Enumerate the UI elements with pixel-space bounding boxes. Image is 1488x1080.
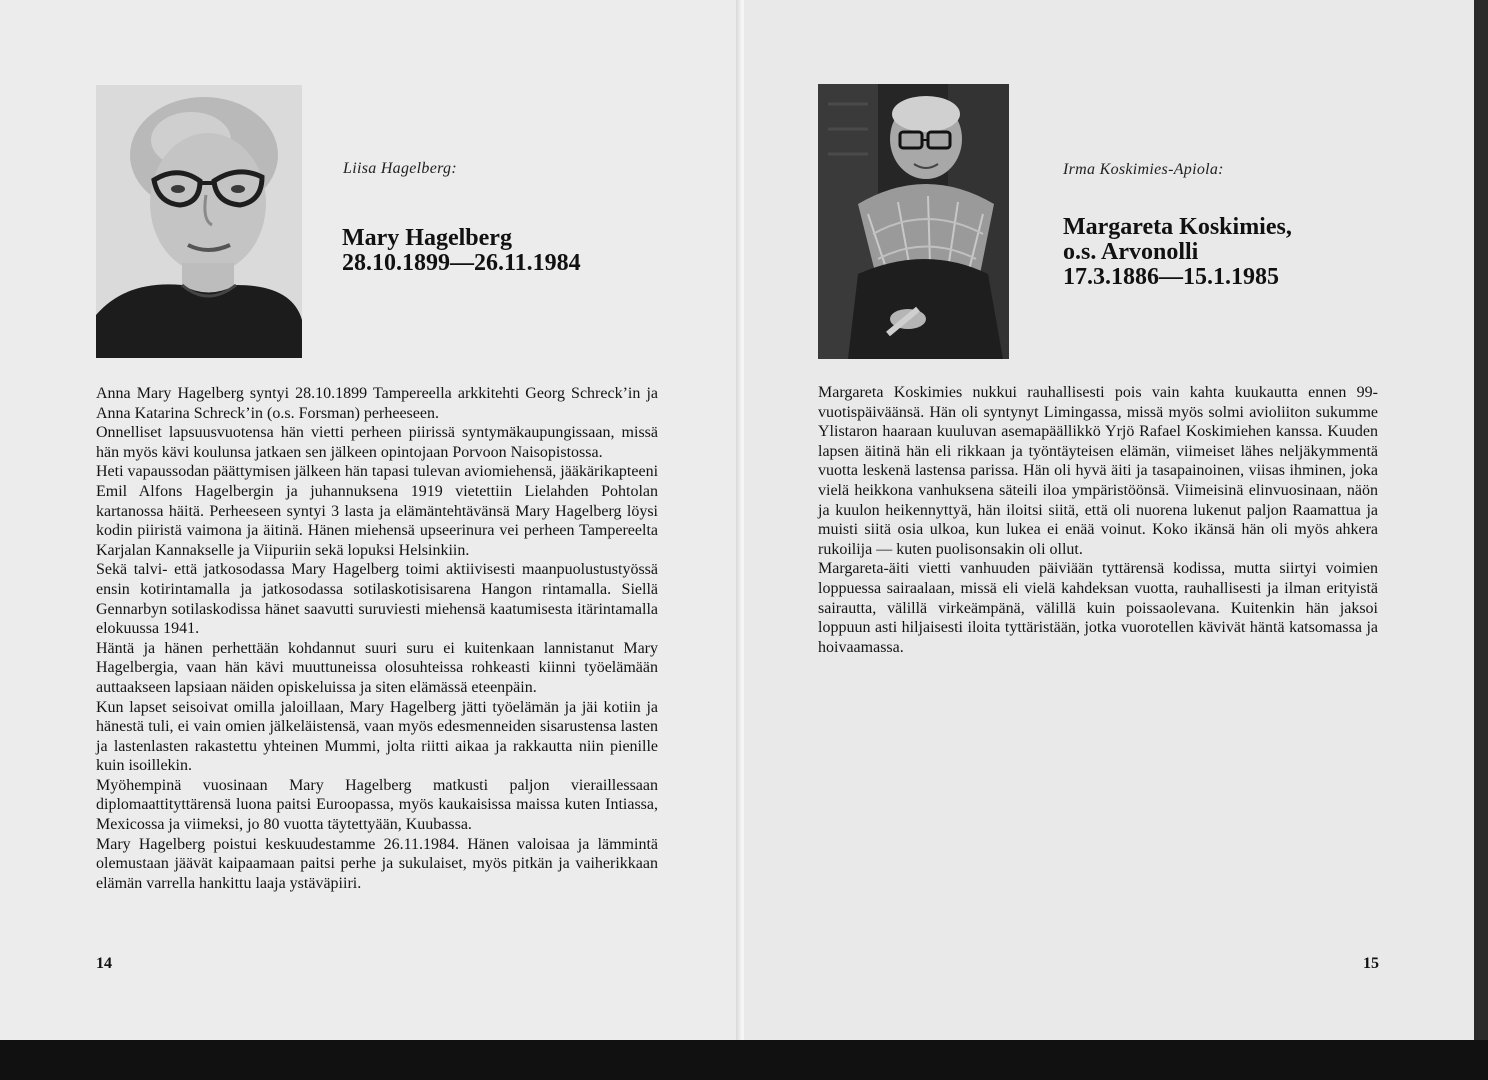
scanner-border bbox=[0, 1040, 1488, 1080]
title-line-maiden-name: o.s. Arvonolli bbox=[1063, 239, 1199, 265]
title-line-dates: 28.10.1899—26.11.1984 bbox=[342, 250, 581, 276]
author-byline: Liisa Hagelberg: bbox=[343, 160, 457, 177]
title-line-name: Margareta Koskimies, bbox=[1063, 214, 1292, 240]
paragraph: Anna Mary Hagelberg syntyi 28.10.1899 Tampereella arkkitehti Georg Schreck’in ja Anna Katarina Schreck’in (o.s. Forsman) perheeseen. bbox=[96, 385, 658, 422]
article-title bbox=[1063, 215, 1292, 290]
portrait-photo-margareta-koskimies bbox=[818, 84, 1009, 359]
author-byline: Irma Koskimies-Apiola: bbox=[1063, 161, 1224, 178]
paragraph: Sekä talvi- että jatkosodassa Mary Hagelberg toimi aktiivisesti maanpuolustustyössä ensin kotirintamalla ja jatkosodassa sotilaskotisisarena Hangon rintamalla. Siellä Gennarbyn sotilaskodissa hänet saavutti suruviesti miehensä kaatumisesta itärintamalla elokuussa 1941. bbox=[96, 561, 658, 638]
paragraph: Onnelliset lapsuusvuotensa hän vietti perheen piirissä syntymäkaupungissaan, missä hän myös kävi koulunsa jatkaen sen jälkeen opintojaan Porvoon Naisopistossa. bbox=[96, 424, 658, 461]
paragraph: Heti vapaussodan päättymisen jälkeen hän tapasi tulevan aviomiehensä, jääkärikapteeni Emil Alfons Hagelbergin ja juhannuksena 1919 vietettiin Lielahden Pohtolan kartanossa häitä. Perheeseen syntyi 3 lasta ja elämäntehtävänsä Mary Hagelberg löysi kodin piiristä vaimona ja äitinä. Hänen miehensä upseerinura vei perheen Tampereelta Karjalan Kannakselle ja Viipuriin sekä lopuksi Helsinkiin. bbox=[96, 463, 659, 559]
portrait-image bbox=[818, 84, 1009, 359]
portrait-photo-mary-hagelberg bbox=[96, 85, 302, 358]
article-body bbox=[96, 384, 658, 893]
left-page bbox=[0, 0, 742, 1040]
paragraph: Mary Hagelberg poistui keskuudestamme 26.11.1984. Hänen valoisaa ja lämmintä olemustaan jäävät kaipaamaan paitsi perhe ja sukulaiset, myös pitkän ja vaiherikkaan elämän varrella hankittu laaja ystäväpiiri. bbox=[96, 835, 658, 892]
page-number: 14 bbox=[96, 955, 112, 972]
paragraph: Margareta Koskimies nukkui rauhallisesti pois vain kahta kuukautta ennen 99-vuotispäiväänsä. Hän oli syntynyt Limingassa, missä myös solmi avioliiton sukumme Ylistaron haaraan kuuluvan asemapäällikkö Yrjö Rafael Koskimiehen kanssa. Kuuden lapsen äitinä hän eli rikkaan ja työntäyteisen elämän, viimeiset lähes neljäkymmentä vuotta leskenä lastensa parissa. Hän oli hyvä äiti ja tasapainoinen, viisas ihminen, joka vielä heikkona vanhuksena säteili iloa ympäristöönsä. Viimeisinä elinvuosinaan, näön ja kuulon heikennyttyä, hän iloitsi siitä, että oli nuorena lukenut paljon Raamattua ja muisti siitä osia ulkoa, kun lukea ei enää voinut. Koko ikänsä hän oli myös ahkera rukoilija — kuten puolisonsakin oli ollut. bbox=[818, 384, 1378, 558]
paragraph: Häntä ja hänen perhettään kohdannut suuri suru ei kuitenkaan lannistanut Mary Hagelbergia, vaan hän kävi muuttuneissa olosuhteissa rohkeasti kiinni työelämään auttaakseen lapsiaan näiden opiskeluissa ja siten elämässä eteenpäin. bbox=[96, 639, 658, 696]
article-title bbox=[342, 226, 581, 276]
page-number: 15 bbox=[1363, 955, 1379, 972]
title-line-dates: 17.3.1886—15.1.1985 bbox=[1063, 264, 1279, 290]
portrait-image bbox=[96, 85, 302, 358]
paragraph: Kun lapset seisoivat omilla jaloillaan, Mary Hagelberg jätti työelämän ja jäi kotiin ja hänestä tuli, ei vain omien jälkeläistensä, vaan myös edesmenneiden sisarustensa lasten ja lastenlasten rakastettu yhteinen Mummi, jolta riitti aikaa ja rakkautta niin pienille kuin isoillekin. bbox=[96, 698, 658, 775]
right-page bbox=[744, 0, 1488, 1040]
article-body bbox=[818, 383, 1378, 657]
title-line-name: Mary Hagelberg bbox=[342, 225, 512, 251]
page-edge-shadow bbox=[1474, 0, 1488, 1040]
paragraph: Myöhempinä vuosinaan Mary Hagelberg matkusti paljon vieraillessaan diplomaattityttärensä luona paitsi Euroopassa, myös kaukaisissa maissa kuten Intiassa, Mexicossa ja viimeksi, jo 80 vuotta täytettyään, Kuubassa. bbox=[96, 776, 658, 834]
paragraph: Margareta-äiti vietti vanhuuden päiviään tyttärensä kodissa, mutta siirtyi voimien loppuessa sairaalaan, missä eli vielä kahdeksan vuotta, rauhallisesti ja ilman erityistä sairautta, välillä virkeämpänä, välillä kuin poissaolevana. Kuitenkin hän jaksoi loppuun asti hiljaisesti iloita tyttäristään, jotka vuorotellen kävivät häntä katsomassa ja hoivaamassa. bbox=[818, 560, 1378, 656]
